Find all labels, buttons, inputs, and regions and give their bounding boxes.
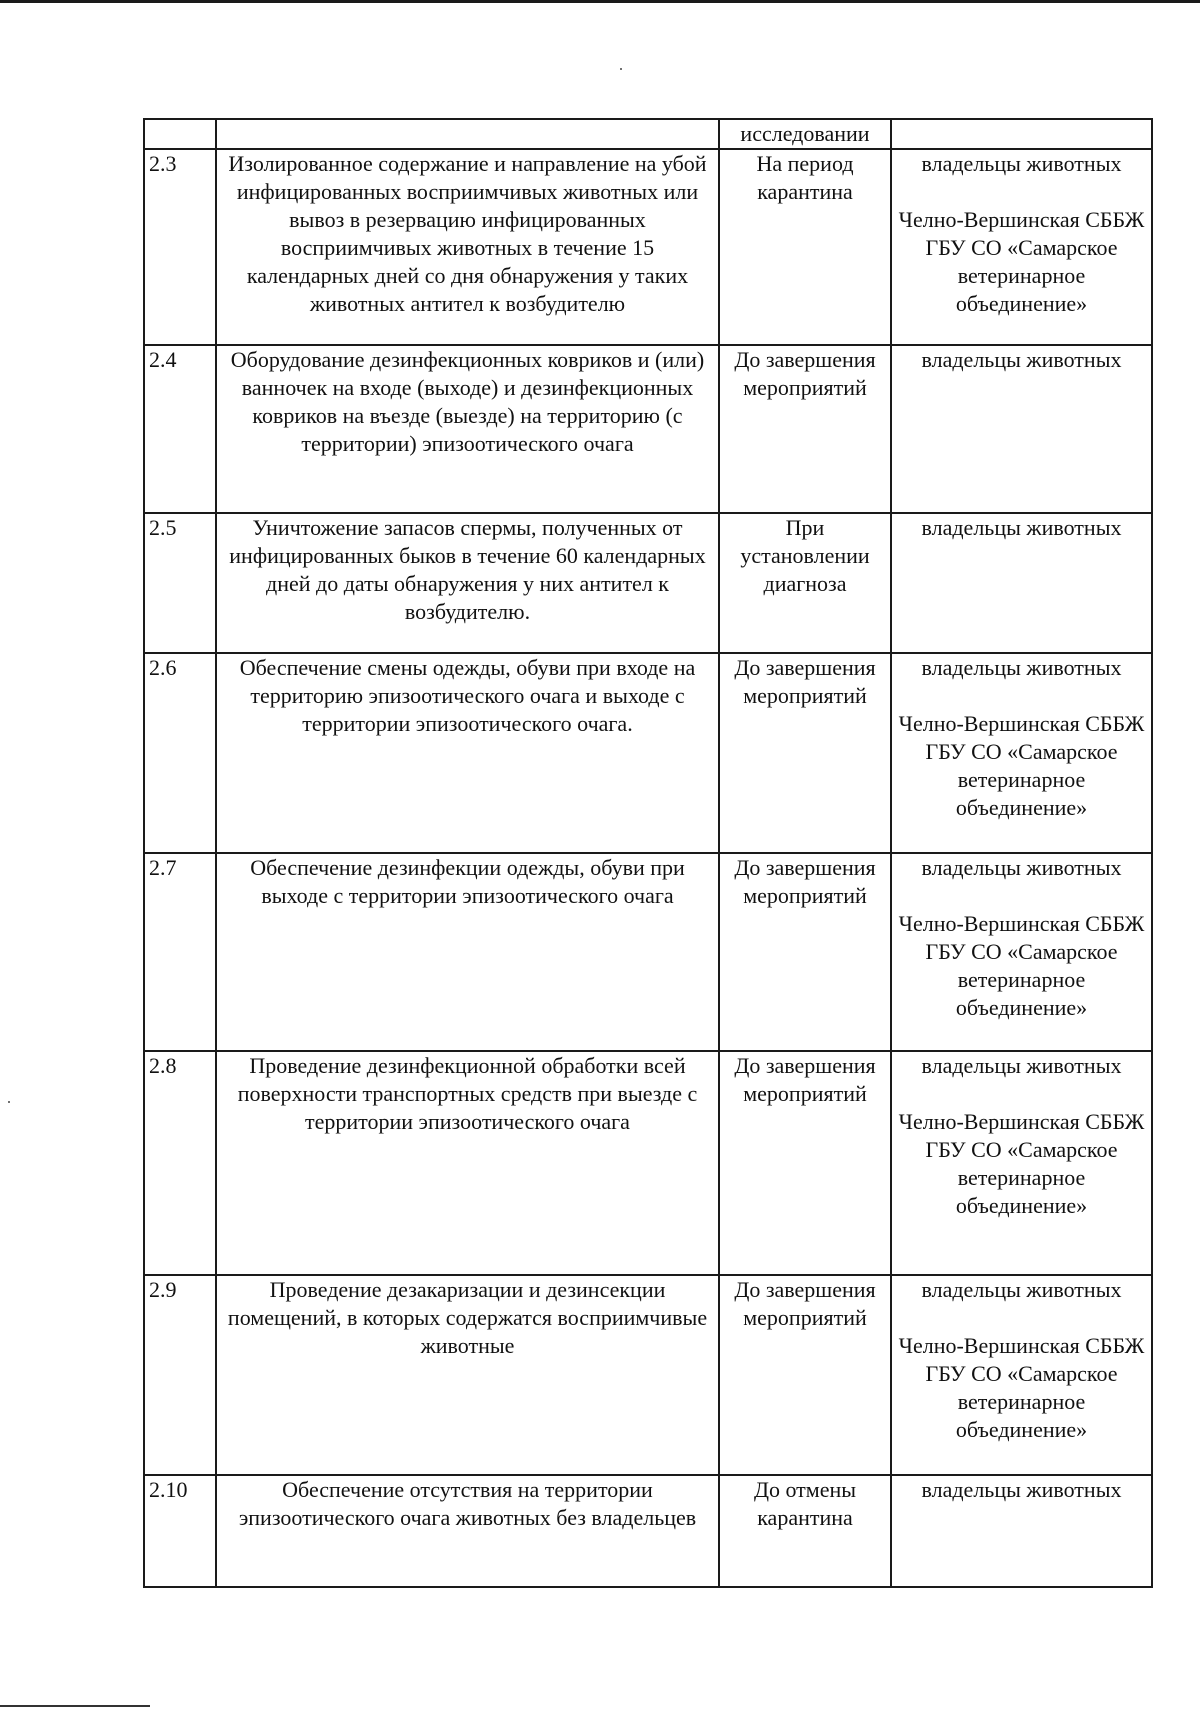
spacer <box>896 682 1147 710</box>
responsible-owners: владельцы животных <box>921 151 1122 176</box>
measure-responsible <box>891 1275 1152 1475</box>
spacer <box>896 178 1147 206</box>
measure-description: Уничтожение запасов спермы, полученных от инфицированных быков в течение 60 календарных дней до даты обнаружения у них антител к возбудителю. <box>216 513 719 653</box>
spacer <box>896 882 1147 910</box>
measure-responsible <box>891 513 1152 653</box>
measure-description: Обеспечение отсутствия на территории эпизоотического очага животных без владельцев <box>216 1475 719 1587</box>
measure-term: На период карантина <box>719 149 891 345</box>
measure-description: Обеспечение дезинфекции одежды, обуви при выходе с территории эпизоотического очага <box>216 853 719 1051</box>
scan-speck <box>8 1101 10 1103</box>
measure-term: До завершения мероприятий <box>719 1051 891 1275</box>
measure-term: До завершения мероприятий <box>719 853 891 1051</box>
measure-responsible <box>891 653 1152 853</box>
table-row <box>144 1275 1152 1475</box>
responsible-owners: владельцы животных <box>921 347 1122 372</box>
table-row <box>144 1051 1152 1275</box>
measure-responsible <box>891 1475 1152 1587</box>
measure-description: Изолированное содержание и направление на убой инфицированных восприимчивых животных или вывоз в резервацию инфицированных восприимчивых животных в течение 15 календарных дней со дня обнаружения у таких животных антител к возбудителю <box>216 149 719 345</box>
table-row <box>144 853 1152 1051</box>
measure-responsible <box>891 1051 1152 1275</box>
table-row <box>144 345 1152 513</box>
responsible-vet-service: Челно-Вершинская СББЖ ГБУ СО «Самарское ветеринарное объединение» <box>898 1333 1145 1442</box>
responsible-owners: владельцы животных <box>921 515 1122 540</box>
responsible-vet-service: Челно-Вершинская СББЖ ГБУ СО «Самарское ветеринарное объединение» <box>898 1109 1145 1218</box>
measure-term: До завершения мероприятий <box>719 1275 891 1475</box>
measure-responsible <box>891 345 1152 513</box>
table-row <box>144 119 1152 149</box>
responsible-vet-service: Челно-Вершинская СББЖ ГБУ СО «Самарское ветеринарное объединение» <box>898 711 1145 820</box>
row-number: 2.10 <box>144 1475 216 1587</box>
measure-responsible <box>891 149 1152 345</box>
measure-description: Оборудование дезинфекционных ковриков и (или) ванночек на входе (выходе) и дезинфекционных ковриков на въезде (выезде) на территорию (с территории) эпизоотического очага <box>216 345 719 513</box>
scan-bottom-mark <box>0 1705 150 1707</box>
table-row <box>144 149 1152 345</box>
spacer <box>896 1304 1147 1332</box>
row-number: 2.6 <box>144 653 216 853</box>
measures-table <box>143 118 1153 1588</box>
responsible-vet-service: Челно-Вершинская СББЖ ГБУ СО «Самарское ветеринарное объединение» <box>898 911 1145 1020</box>
measure-term: До завершения мероприятий <box>719 653 891 853</box>
measure-description <box>216 119 719 149</box>
row-number: 2.7 <box>144 853 216 1051</box>
responsible-owners: владельцы животных <box>921 1277 1122 1302</box>
scan-speck <box>620 68 622 70</box>
measure-responsible <box>891 119 1152 149</box>
responsible-owners: владельцы животных <box>921 1053 1122 1078</box>
table-row <box>144 653 1152 853</box>
measure-description: Проведение дезинфекционной обработки всей поверхности транспортных средств при выезде с территории эпизоотического очага <box>216 1051 719 1275</box>
spacer <box>896 1080 1147 1108</box>
responsible-vet-service: Челно-Вершинская СББЖ ГБУ СО «Самарское ветеринарное объединение» <box>898 207 1145 316</box>
measure-description: Проведение дезакаризации и дезинсекции помещений, в которых содержатся восприимчивые животные <box>216 1275 719 1475</box>
measure-term: До отмены карантина <box>719 1475 891 1587</box>
measure-description: Обеспечение смены одежды, обуви при входе на территорию эпизоотического очага и выходе с территории эпизоотического очага. <box>216 653 719 853</box>
measure-term: исследовании <box>719 119 891 149</box>
row-number <box>144 119 216 149</box>
measure-term: При установлении диагноза <box>719 513 891 653</box>
scan-top-border <box>0 0 1200 3</box>
table-row <box>144 1475 1152 1587</box>
row-number: 2.9 <box>144 1275 216 1475</box>
measure-term: До завершения мероприятий <box>719 345 891 513</box>
responsible-owners: владельцы животных <box>921 1477 1122 1502</box>
row-number: 2.8 <box>144 1051 216 1275</box>
responsible-owners: владельцы животных <box>921 655 1122 680</box>
responsible-owners: владельцы животных <box>921 855 1122 880</box>
row-number: 2.3 <box>144 149 216 345</box>
row-number: 2.4 <box>144 345 216 513</box>
table-row <box>144 513 1152 653</box>
measure-responsible <box>891 853 1152 1051</box>
row-number: 2.5 <box>144 513 216 653</box>
